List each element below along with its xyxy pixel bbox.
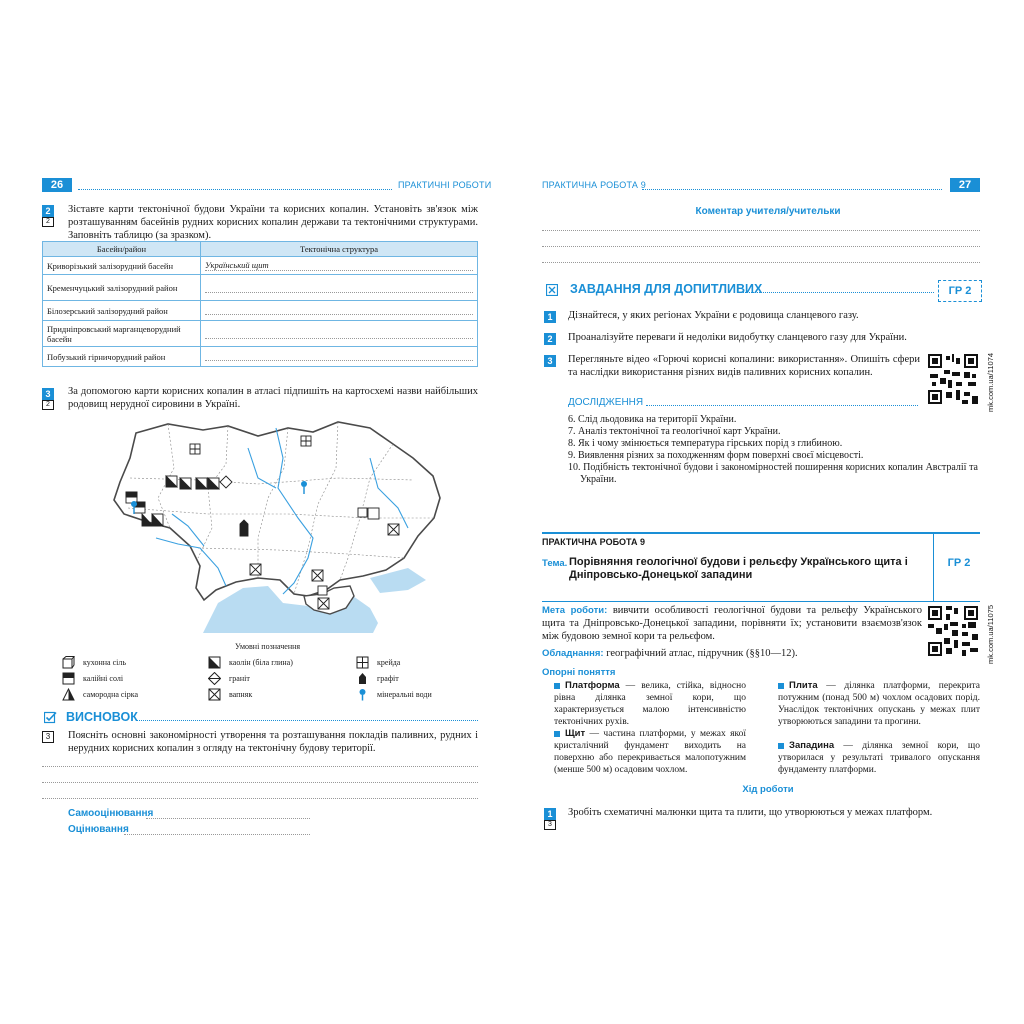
basin-cell: Побузький гірничорудний район <box>43 347 201 367</box>
task3-text: За допомогою карти корисних копалин в атласі підпишіть на картосхемі назви найбільших родовищ нерудної сировини в Україні. <box>68 386 478 410</box>
salt-icon <box>62 656 75 669</box>
qr-link[interactable]: mk.com.ua/11074 <box>986 352 995 412</box>
task-badge: 1 <box>544 311 556 323</box>
conclusion-text: Поясніть основні закономірності утворення та розташування покладів паливних, рудних і нерудних корисних копалин з огляду на тектонічну будову території. <box>68 730 478 754</box>
graphite-symbol <box>240 520 248 536</box>
group-badge: ГР 2 <box>938 280 982 302</box>
legend-item: граніт <box>208 672 250 685</box>
table-row <box>43 275 478 301</box>
comment-line[interactable] <box>542 230 980 231</box>
mineral-water-icon <box>356 688 369 701</box>
section-dots <box>136 720 478 721</box>
topic-label: Тема. <box>542 558 568 569</box>
concept-item: Плита — ділянка платформи, перекрита потужним (понад 500 м) чохлом осадових порід. Унаслідок тектонічних опускань у межах плит утворюються западини та прогини. <box>778 680 980 727</box>
task-badge: 2 2 <box>42 205 54 227</box>
self-assessment-line[interactable] <box>146 818 310 819</box>
goal-text: вивчити особливості геологічної будови та рельєфу Українського щита та Дніпровсько-Донецької западини, порівняти їх; установити взаємозв'язок між будовою земної кори та рельєфом. <box>542 605 923 642</box>
structure-cell[interactable] <box>201 301 478 321</box>
curious-title: ЗАВДАННЯ ДЛЯ ДОПИТЛИВИХ <box>570 282 763 296</box>
structure-cell[interactable]: Український щит <box>201 257 478 275</box>
comment-line[interactable] <box>542 262 980 263</box>
curious-task-text: Дізнайтеся, у яких регіонах України є родовища сланцевого газу. <box>568 310 859 321</box>
bullet-icon <box>554 683 560 689</box>
bullet-icon <box>778 683 784 689</box>
topic-text: Порівняння геологічної будови і рельєфу Українського щита і Дніпровсько-Донецької западини <box>569 556 908 581</box>
legend-item: крейда <box>356 656 400 669</box>
group-badge: ГР 2 <box>947 557 971 569</box>
basin-cell: Білозерський залізорудний район <box>43 301 201 321</box>
legend-item: калійні солі <box>62 672 123 685</box>
table-header: Тектонічна структура <box>201 242 478 257</box>
legend-title: Умовні позначення <box>235 642 301 651</box>
conclusion-title: ВИСНОВОК <box>66 710 138 724</box>
curious-task-text: Проаналізуйте переваги й недоліки видобутку сланцевого газу для України. <box>568 332 907 343</box>
research-title: ДОСЛІДЖЕННЯ <box>568 397 644 408</box>
progress-title: Хід роботи <box>742 784 794 795</box>
task-badge: 3 2 <box>42 388 54 410</box>
task2-text: Зіставте карти тектонічної будови України та корисних копалин. Установіть зв'язок між розташуванням басейнів рудних корисних копалин держави та тектонічними структурами. Заповніть таблицю (за зразком). <box>68 204 478 241</box>
basin-cell: Кременчуцький залізорудний район <box>43 275 201 301</box>
conclusion-badge: 3 <box>42 731 54 743</box>
legend-item: графіт <box>356 672 399 685</box>
legend-item: вапняк <box>208 688 252 701</box>
legend-item: мінеральні води <box>356 688 432 701</box>
work-title: ПРАКТИЧНА РОБОТА 9 <box>542 537 645 547</box>
research-item: 8. Як і чому змінюється температура гірських порід з глибиною. <box>568 438 843 449</box>
graphite-icon <box>356 672 369 685</box>
answer-line[interactable] <box>42 798 478 799</box>
salt-symbol <box>358 508 367 517</box>
research-item: 6. Слід льодовика на території України. <box>568 414 737 425</box>
page-number: 27 <box>950 178 980 192</box>
research-item: 9. Виявлення різних за походженням форм поверхні своєї місцевості. <box>568 450 864 461</box>
structure-cell[interactable] <box>201 321 478 347</box>
page-number: 26 <box>42 178 72 192</box>
table-header: Басейн/район <box>43 242 201 257</box>
table-row <box>43 321 478 347</box>
heading-divider <box>933 534 934 601</box>
structure-cell[interactable] <box>201 275 478 301</box>
table-row <box>43 347 478 367</box>
page-header: ПРАКТИЧНА РОБОТА 9 <box>542 180 647 190</box>
bullet-icon <box>554 731 560 737</box>
granite-icon <box>208 672 221 685</box>
tectonic-table <box>42 241 478 367</box>
equipment-text: географічний атлас, підручник (§§10—12). <box>606 648 798 659</box>
concept-item: Щит — частина платформи, у межах якої кристалічний фундамент виходить на поверхню або перекривається малопотужним (менше 500 м) осадовим чохлом. <box>554 728 746 775</box>
page-header: ПРАКТИЧНІ РОБОТИ <box>398 180 492 190</box>
chalk-symbol <box>368 508 379 519</box>
legend-item: самородна сірка <box>62 688 138 701</box>
concepts-title: Опорні поняття <box>542 667 616 678</box>
concept-item: Западина — ділянка земної кори, що утворилася у результаті тривалого опускання фундаменту платформи. <box>778 740 980 775</box>
qr-link[interactable]: mk.com.ua/11075 <box>986 604 995 664</box>
equipment-label: Обладнання: <box>542 648 604 659</box>
research-item: 7. Аналіз тектонічної та геологічної карт України. <box>568 426 781 437</box>
header-dots <box>642 189 942 190</box>
teacher-comment-title: Коментар учителя/учительки <box>695 206 841 217</box>
header-dots <box>78 189 392 190</box>
table-row <box>43 301 478 321</box>
checkbox-icon <box>44 711 57 724</box>
basin-cell: Придніпровський марганцеворудний басейн <box>43 321 201 347</box>
task-badge: 3 <box>544 355 556 367</box>
structure-cell[interactable] <box>201 347 478 367</box>
puzzle-icon <box>546 284 558 296</box>
equipment-paragraph <box>542 647 922 660</box>
kaolin-icon <box>208 656 221 669</box>
legend-item: кухонна сіль <box>62 656 126 669</box>
curious-task-text: Перегляньте відео «Горючі корисні копалини: використання». Опишіть сфери та наслідки використання різних видів паливних корисних копалин. <box>568 354 920 378</box>
goal-paragraph <box>542 604 922 643</box>
legend-item: каолін (біла глина) <box>208 656 293 669</box>
task-badge: 1 3 <box>544 808 556 830</box>
limestone-icon <box>208 688 221 701</box>
qr-code-icon[interactable] <box>928 354 978 404</box>
assessment-label: Оцінювання <box>68 824 129 835</box>
bullet-icon <box>778 743 784 749</box>
qr-code-icon[interactable] <box>928 606 978 656</box>
salt-symbol <box>318 586 327 595</box>
research-item: 10. Подібність тектонічної будови і закономірностей поширення корисних копалин Австралії та України. <box>568 462 978 485</box>
comment-line[interactable] <box>542 246 980 247</box>
basin-cell: Криворізький залізорудний басейн <box>43 257 201 275</box>
step1-text: Зробіть схематичні малюнки щита та плити, що утворюються у межах платформ. <box>568 807 933 818</box>
sulfur-icon <box>62 688 75 701</box>
section-dots <box>738 292 934 293</box>
task-badge: 2 <box>544 333 556 345</box>
table-row <box>43 257 478 275</box>
ukraine-map <box>108 418 448 633</box>
goal-label: Мета роботи: <box>542 605 608 616</box>
assessment-line[interactable] <box>124 834 310 835</box>
concept-item: Платформа — велика, стійка, відносно рівна ділянка земної кори, що характеризується малою інтенсивністю тектонічних рухів. <box>554 680 746 727</box>
potash-icon <box>62 672 75 685</box>
right-page <box>512 0 1024 1024</box>
self-assessment-label: Самооцінювання <box>68 808 154 819</box>
chalk-icon <box>356 656 369 669</box>
answer-line[interactable] <box>42 766 478 767</box>
answer-line[interactable] <box>42 782 478 783</box>
section-dots <box>646 405 918 406</box>
